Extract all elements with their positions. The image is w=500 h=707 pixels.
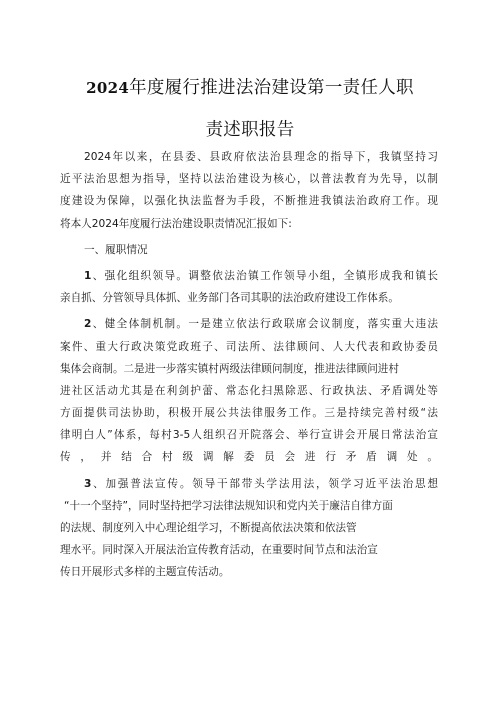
- document-body: [60, 146, 438, 584]
- item1-text: 、强化组织领导。调整依法治镇工作领导小组，全镇形成我和镇长: [91, 269, 438, 282]
- item2-line-2: 案件、重大行政决策党政班子、司法所、法律顾问、人大代表和政协委员: [60, 340, 438, 353]
- item3-number: 3: [84, 477, 92, 490]
- item2-line-6: 律明白人”体系，每村3-5人组织召开院落会、举行宣讲会开展日常法治宣: [60, 429, 438, 442]
- item1-line-1: [60, 265, 438, 287]
- document-title-line-2: 责述职报告: [205, 120, 295, 140]
- item2-line-5: 方面提供司法协助，积极开展公共法律服务工作。三是持续完善村级“法: [60, 407, 438, 420]
- item3-line-2: “十一个坚持”，同时坚持把学习法律法规知识和党内关于廉洁自律方面: [64, 499, 393, 512]
- intro-line-1: 2024年以来，在县委、县政府依法治县理念的指导下，我镇坚持习: [84, 151, 438, 163]
- document-title-line-1: [0, 74, 500, 99]
- item3-line-5: 传日开展形式多样的主题宣传活动。: [60, 566, 230, 579]
- item2-line-3: 集体会商制。二是进一步落实镇村两级法律顾问制度，推进法律顾问进村: [60, 362, 399, 375]
- item2-number: 2: [84, 318, 92, 331]
- item1-line-2: 亲自抓、分管领导具体抓、业务部门各司其职的法治政府建设工作体系。: [60, 292, 399, 305]
- item3-text: 、加强普法宣传。领导干部带头学法用法，领学习近平法治思想: [91, 477, 438, 490]
- item1-number: 1: [84, 269, 92, 282]
- item3-line-3: 的法规、制度列入中心理论组学习，不断提高依法决策和依法管: [60, 522, 357, 534]
- section-heading-duties: 一、履职情况: [84, 243, 148, 256]
- item3-line-1: [60, 473, 438, 495]
- title-year: 2024: [86, 79, 130, 97]
- intro-line-3: 度建设为保障，以强化执法监督为手段，不断推进我镇法治政府工作。现: [60, 195, 438, 208]
- intro-line-4: 将本人2024年度履行法治建设职责情况汇报如下:: [60, 217, 292, 230]
- item2-line-7: 传，并结合村级调解委员会进行矛盾调处。: [60, 451, 438, 464]
- item2-text: 、健全体制机制。一是建立依法行政联席会议制度，落实重大违法: [91, 318, 438, 331]
- title-text: 年度履行推进法治建设第一责任人职: [129, 78, 414, 98]
- item2-line-1: [60, 313, 438, 335]
- intro-line-2: 近平法治思想为指导，坚持以法治建设为核心，以普法教育为先导，以制: [60, 173, 438, 186]
- item2-line-4: 进社区活动尤其是在利剑护蕾、常态化扫黑除恶、行政执法、矛盾调处等: [60, 384, 438, 397]
- item3-line-4: 理水平。同时深入开展法治宣传教育活动，在重要时间节点和法治宣: [60, 544, 378, 557]
